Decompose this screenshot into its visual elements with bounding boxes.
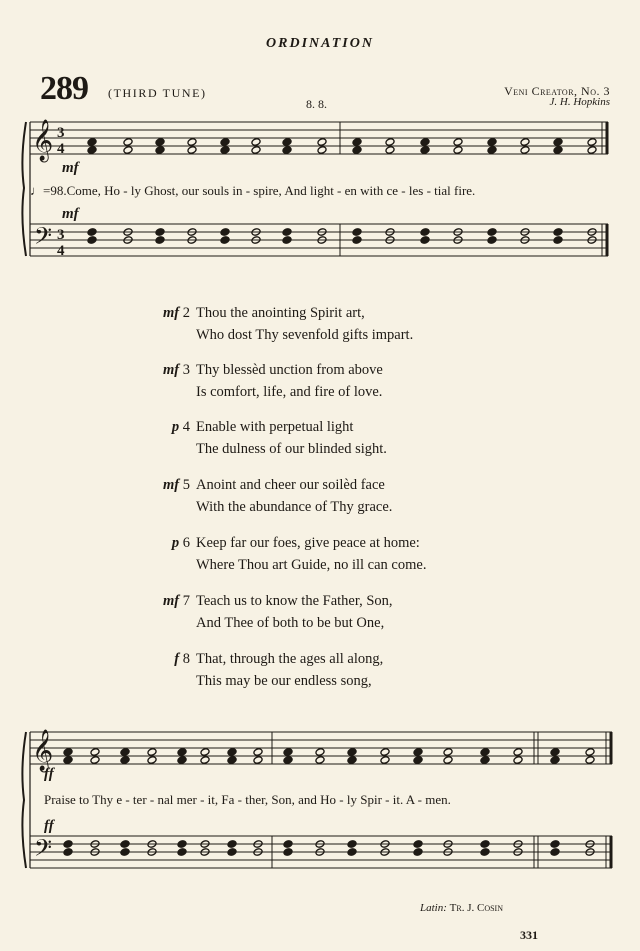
metronome: ♩=98.	[30, 183, 67, 198]
note-head	[120, 840, 130, 849]
note-head	[480, 848, 490, 857]
note-head	[63, 756, 73, 765]
note-head	[553, 138, 563, 147]
note-head	[200, 756, 210, 765]
note-head	[87, 228, 97, 237]
note-head	[282, 138, 292, 147]
note-head	[443, 756, 453, 765]
note-head	[187, 138, 197, 147]
verse: mf 7 Teach us to know the Father, Son, And Thee of both to be but One,	[163, 593, 393, 631]
note-head	[420, 146, 430, 155]
note-head	[87, 146, 97, 155]
note-head	[177, 848, 187, 857]
note-head	[520, 138, 530, 147]
note-head	[587, 146, 597, 155]
note-head	[227, 748, 237, 757]
note-head	[177, 748, 187, 757]
note-head	[253, 756, 263, 765]
note-head	[90, 756, 100, 765]
note-head	[147, 756, 157, 765]
section-title: ORDINATION	[266, 36, 374, 51]
note-head	[283, 748, 293, 757]
note-head	[251, 138, 261, 147]
tune-variant: (THIRD TUNE)	[108, 86, 207, 100]
tune-name: Veni Creator, No. 3	[504, 84, 610, 98]
system-brace	[22, 122, 30, 256]
note-head	[385, 138, 395, 147]
note-head	[87, 138, 97, 147]
note-head	[120, 756, 130, 765]
svg-text:4: 4	[57, 243, 65, 259]
note-head	[87, 236, 97, 245]
note-head	[155, 236, 165, 245]
bass-clef-icon: 𝄢	[34, 224, 53, 255]
note-head	[200, 748, 210, 757]
dynamic-lower: mf	[62, 206, 79, 222]
note-head	[347, 848, 357, 857]
note-head	[487, 138, 497, 147]
note-head	[420, 138, 430, 147]
svg-text:3: 3	[57, 227, 65, 243]
note-head	[155, 228, 165, 237]
note-head	[347, 748, 357, 757]
note-head	[63, 748, 73, 757]
note-head	[380, 756, 390, 765]
bass-clef-icon: 𝄢	[34, 836, 53, 867]
note-head	[380, 748, 390, 757]
note-head	[123, 146, 133, 155]
note-head	[513, 748, 523, 757]
note-head	[352, 228, 362, 237]
note-head	[63, 840, 73, 849]
note-head	[513, 756, 523, 765]
note-head	[550, 748, 560, 757]
treble-staff	[30, 732, 612, 764]
bottom-music-system	[0, 718, 640, 898]
verse: mf 2 Thou the anointing Spirit art, Who dost Thy sevenfold gifts impart.	[163, 305, 414, 343]
verse: mf 5 Anoint and cheer our soilèd face With the abundance of Thy grace.	[163, 477, 393, 515]
note-head	[487, 228, 497, 237]
note-head	[227, 756, 237, 765]
note-head	[282, 146, 292, 155]
note-head	[155, 146, 165, 155]
note-head	[385, 146, 395, 155]
note-head	[587, 138, 597, 147]
note-head	[283, 756, 293, 765]
verse: p 6 Keep far our foes, give peace at home: Where Thou art Guide, no ill can come.	[171, 535, 427, 573]
note-head	[283, 848, 293, 857]
note-head	[282, 228, 292, 237]
note-head	[177, 840, 187, 849]
note-head	[480, 748, 490, 757]
note-head	[347, 756, 357, 765]
treble-clef-icon: 𝄞	[32, 120, 54, 160]
note-head	[443, 748, 453, 757]
note-head	[177, 756, 187, 765]
note-head	[413, 848, 423, 857]
note-head	[420, 228, 430, 237]
note-head	[283, 840, 293, 849]
note-head	[453, 138, 463, 147]
note-head	[317, 138, 327, 147]
note-head	[585, 748, 595, 757]
note-head	[315, 748, 325, 757]
note-head	[63, 848, 73, 857]
note-head	[253, 748, 263, 757]
note-head	[352, 146, 362, 155]
dynamic-lower: ff	[44, 818, 54, 834]
note-head	[487, 146, 497, 155]
note-head	[550, 756, 560, 765]
note-head	[251, 146, 261, 155]
note-head	[227, 840, 237, 849]
note-head	[585, 756, 595, 765]
hymn-number: 289	[40, 70, 88, 107]
note-head	[220, 228, 230, 237]
note-head	[553, 146, 563, 155]
treble-clef-icon: 𝄞	[32, 730, 54, 770]
system-brace	[22, 732, 30, 868]
svg-text:4: 4	[57, 141, 65, 157]
note-head	[227, 848, 237, 857]
note-head	[155, 138, 165, 147]
note-head	[520, 146, 530, 155]
note-head	[187, 146, 197, 155]
lyric-line-top	[30, 183, 475, 199]
note-head	[352, 138, 362, 147]
note-head	[317, 146, 327, 155]
note-head	[413, 748, 423, 757]
page-number: 331	[520, 928, 538, 942]
dynamic-upper: mf	[62, 160, 79, 176]
lyric-text: Come, Ho - ly Ghost, our souls in - spire, And light - en with ce - les - tial fire.	[66, 183, 476, 198]
note-head	[220, 146, 230, 155]
note-head	[413, 756, 423, 765]
note-head	[420, 236, 430, 245]
meter: 8. 8.	[306, 97, 327, 111]
verse: p 4 Enable with perpetual light The dulness of our blinded sight.	[171, 419, 387, 457]
note-head	[315, 756, 325, 765]
lyric-line-bottom: Praise to Thy e - ter - nal mer - it, Fa - ther, Son, and Ho - ly Spir - it. A - men.	[44, 792, 451, 807]
note-head	[220, 138, 230, 147]
note-head	[553, 236, 563, 245]
note-head	[147, 748, 157, 757]
verse: f 8 That, through the ages all along, This may be our endless song,	[174, 651, 384, 689]
note-head	[282, 236, 292, 245]
note-head	[120, 748, 130, 757]
note-head	[120, 848, 130, 857]
note-head	[220, 236, 230, 245]
dynamic-upper: ff	[44, 766, 54, 782]
note-head	[453, 146, 463, 155]
note-head	[480, 840, 490, 849]
svg-text:3: 3	[57, 125, 65, 141]
note-head	[90, 748, 100, 757]
note-head	[123, 138, 133, 147]
note-head	[550, 848, 560, 857]
note-head	[413, 840, 423, 849]
translation-credit: Latin: Tr. J. Cosin	[420, 902, 503, 914]
note-head	[352, 236, 362, 245]
note-head	[553, 228, 563, 237]
note-head	[347, 840, 357, 849]
composer: J. H. Hopkins	[549, 96, 610, 108]
note-head	[487, 236, 497, 245]
note-head	[480, 756, 490, 765]
note-head	[550, 840, 560, 849]
verse: mf 3 Thy blessèd unction from above Is comfort, life, and fire of love.	[163, 362, 383, 400]
